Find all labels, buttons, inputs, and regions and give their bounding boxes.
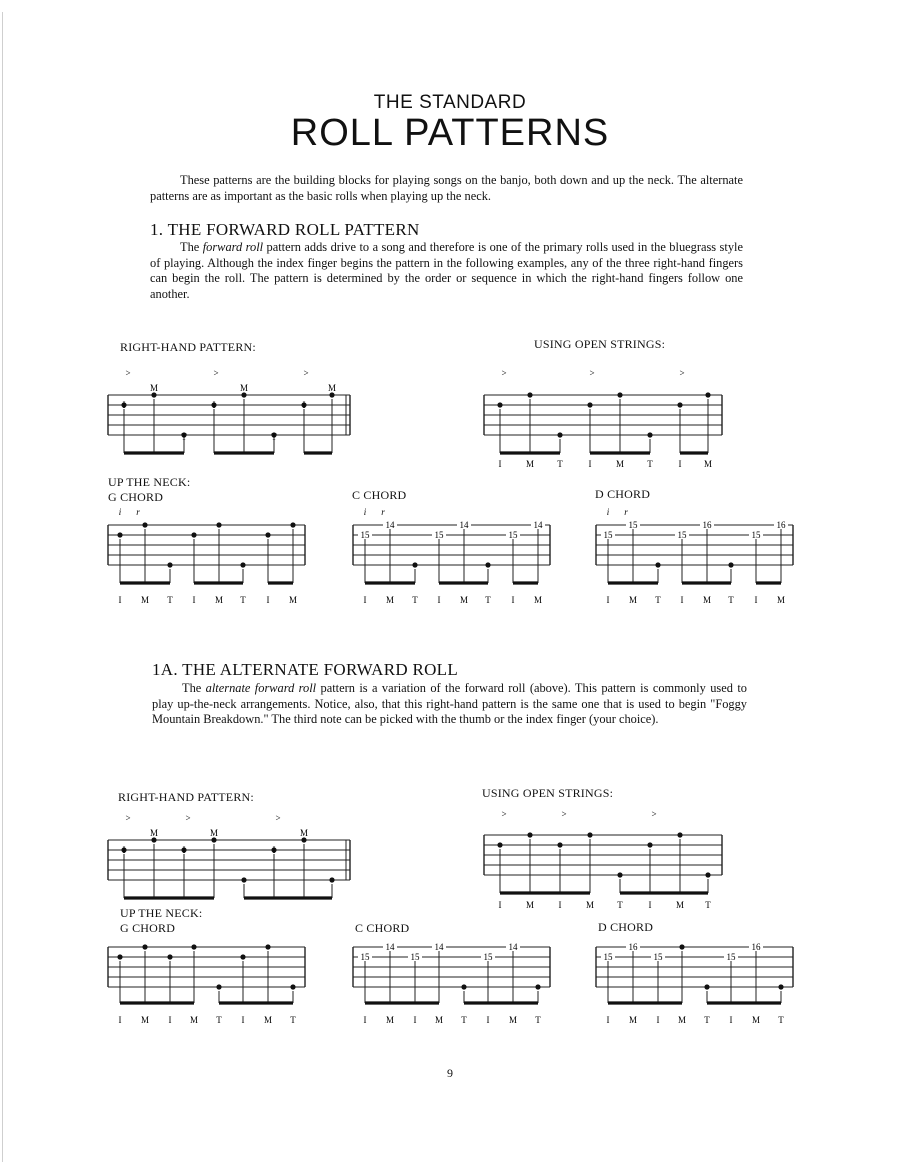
finger-letter: I [241, 1015, 245, 1025]
fret-hand-mark: r [381, 507, 385, 517]
note-head [151, 837, 156, 842]
fret-number: 14 [385, 520, 395, 530]
page-kicker: THE STANDARD [373, 92, 527, 113]
accent-mark: > [561, 809, 567, 819]
fret-number: 15 [434, 530, 444, 540]
s2-right-hand-label: RIGHT-HAND PATTERN: [118, 790, 254, 804]
fret-number: 15 [677, 530, 687, 540]
finger-letter: T [655, 595, 661, 605]
note-head [211, 837, 216, 842]
s2-right-hand-tab [100, 805, 360, 910]
finger-letter: M [702, 595, 712, 605]
section2-text-em: alternate forward roll [205, 681, 317, 695]
note-head [527, 832, 532, 837]
finger-letter: I [678, 459, 682, 469]
s2-c-chord-tab [345, 935, 560, 1030]
finger-letter: M [149, 828, 159, 838]
finger-letter: M [385, 1015, 395, 1025]
section1-paragraph [150, 240, 743, 302]
accent-mark: > [679, 368, 685, 378]
finger-letter: I [606, 595, 610, 605]
fret-number: 16 [776, 520, 786, 530]
intro-paragraph [150, 173, 743, 204]
finger-letter: I [656, 1015, 660, 1025]
note-head [191, 944, 196, 949]
note-head [587, 832, 592, 837]
finger-letter: M [675, 900, 685, 910]
finger-letter: I [118, 1015, 122, 1025]
note-head [142, 944, 147, 949]
note-head [329, 392, 334, 397]
section1-text-em: forward roll [202, 240, 264, 254]
fret-number: 15 [603, 952, 613, 962]
finger-letter: I [511, 595, 515, 605]
note-head [117, 532, 122, 537]
s2-open-strings-tab [476, 805, 736, 915]
finger-letter: I [363, 1015, 367, 1025]
fret-number: 15 [360, 530, 370, 540]
note-head [290, 522, 295, 527]
section2-paragraph [152, 681, 747, 728]
accent-mark: > [125, 368, 131, 378]
finger-letter: T [271, 432, 277, 442]
finger-letter: M [140, 1015, 150, 1025]
note-head [617, 872, 622, 877]
finger-letter: I [302, 400, 306, 410]
finger-letter: T [485, 595, 491, 605]
note-head [728, 562, 733, 567]
note-head [655, 562, 660, 567]
fret-number: 14 [459, 520, 469, 530]
fret-number: 14 [533, 520, 543, 530]
note-head [617, 392, 622, 397]
fret-number: 14 [385, 942, 395, 952]
finger-letter: T [617, 900, 623, 910]
finger-letter: I [182, 845, 186, 855]
finger-letter: M [751, 1015, 761, 1025]
accent-mark: > [501, 809, 507, 819]
fret-hand-mark: i [606, 507, 610, 517]
finger-letter: M [263, 1015, 273, 1025]
s1-g-chord-label: G CHORD [108, 490, 164, 504]
note-head [527, 392, 532, 397]
note-head [705, 392, 710, 397]
finger-letter: I [606, 1015, 610, 1025]
s1-open-strings-tab [476, 360, 736, 475]
fret-number: 15 [628, 520, 638, 530]
finger-letter: I [498, 459, 502, 469]
finger-letter: M [299, 828, 309, 838]
finger-letter: T [535, 1015, 541, 1025]
note-head [151, 392, 156, 397]
finger-letter: I [437, 595, 441, 605]
accent-mark: > [651, 809, 657, 819]
finger-letter: I [266, 595, 270, 605]
finger-letter: T [461, 1015, 467, 1025]
finger-letter: M [525, 900, 535, 910]
fret-hand-mark: i [363, 507, 367, 517]
finger-letter: I [272, 845, 276, 855]
note-head [557, 842, 562, 847]
note-head [647, 432, 652, 437]
section2-text-b: pattern is a variation of the forward roll (above). This pattern is commonly used to play up-the-neck arrangements. Notice, also, that this right-hand pattern is the same one that is used to begin "Foggy Mountain Breakdown." The third note can be picked with the thumb or the index finger (your choice). [152, 681, 747, 726]
finger-letter: M [615, 459, 625, 469]
fret-number: 16 [702, 520, 712, 530]
note-head [117, 954, 122, 959]
note-head [485, 562, 490, 567]
section2-text-a: The [182, 681, 202, 695]
page-title: ROLL PATTERNS [290, 112, 610, 154]
intro-text: These patterns are the building blocks for playing songs on the banjo, both down and up the neck. The alternate patterns are as important as the basic rolls when playing up the neck. [150, 173, 743, 203]
finger-letter: T [705, 900, 711, 910]
finger-letter: I [212, 400, 216, 410]
accent-mark: > [275, 813, 281, 823]
fret-number: 14 [434, 942, 444, 952]
s2-g-chord-label: G CHORD [120, 921, 176, 935]
finger-letter: I [168, 1015, 172, 1025]
fret-number: 16 [628, 942, 638, 952]
fret-hand-mark: r [624, 507, 628, 517]
note-head [704, 984, 709, 989]
finger-letter: I [363, 595, 367, 605]
note-head [679, 944, 684, 949]
s2-d-chord-label: D CHORD [598, 920, 654, 934]
finger-letter: M [288, 595, 298, 605]
note-head [301, 837, 306, 842]
finger-letter: T [181, 432, 187, 442]
finger-letter: M [459, 595, 469, 605]
finger-letter: T [216, 1015, 222, 1025]
finger-letter: T [704, 1015, 710, 1025]
fret-number: 15 [508, 530, 518, 540]
note-head [240, 954, 245, 959]
note-head [241, 877, 246, 882]
finger-letter: T [557, 459, 563, 469]
note-head [191, 532, 196, 537]
section1-text-a: The [180, 240, 200, 254]
note-head [265, 532, 270, 537]
note-head [240, 562, 245, 567]
note-head [587, 402, 592, 407]
finger-letter: M [628, 1015, 638, 1025]
s1-d-chord-label: D CHORD [595, 487, 651, 501]
note-head [778, 984, 783, 989]
finger-letter: I [118, 595, 122, 605]
s2-up-neck-label: UP THE NECK: [120, 906, 203, 920]
finger-letter: T [290, 1015, 296, 1025]
finger-letter: M [239, 383, 249, 393]
fret-number: 16 [751, 942, 761, 952]
note-head [329, 877, 334, 882]
finger-letter: I [558, 900, 562, 910]
note-head [412, 562, 417, 567]
note-head [497, 842, 502, 847]
note-head [167, 954, 172, 959]
finger-letter: T [778, 1015, 784, 1025]
finger-letter: M [703, 459, 713, 469]
note-head [677, 832, 682, 837]
fret-hand-mark: r [136, 507, 140, 517]
finger-letter: I [122, 845, 126, 855]
finger-letter: I [413, 1015, 417, 1025]
note-head [216, 522, 221, 527]
finger-letter: I [648, 900, 652, 910]
accent-mark: > [501, 368, 507, 378]
finger-letter: M [776, 595, 786, 605]
finger-letter: I [680, 595, 684, 605]
finger-letter: M [508, 1015, 518, 1025]
note-head [677, 402, 682, 407]
accent-mark: > [125, 813, 131, 823]
finger-letter: M [628, 595, 638, 605]
note-head [290, 984, 295, 989]
s2-open-strings-label: USING OPEN STRINGS: [482, 786, 614, 800]
note-head [241, 392, 246, 397]
s1-right-hand-label: RIGHT-HAND PATTERN: [120, 340, 256, 354]
accent-mark: > [213, 368, 219, 378]
note-head [216, 984, 221, 989]
finger-letter: M [434, 1015, 444, 1025]
note-head [705, 872, 710, 877]
finger-letter: M [140, 595, 150, 605]
finger-letter: M [525, 459, 535, 469]
note-head [461, 984, 466, 989]
finger-letter: I [754, 595, 758, 605]
s2-c-chord-label: C CHORD [355, 921, 410, 935]
note-head [167, 562, 172, 567]
fret-number: 15 [726, 952, 736, 962]
finger-letter: I [588, 459, 592, 469]
s1-d-chord-tab [588, 505, 803, 610]
finger-letter: M [585, 900, 595, 910]
accent-mark: > [589, 368, 595, 378]
finger-letter: M [327, 383, 337, 393]
finger-letter: M [214, 595, 224, 605]
finger-letter: I [729, 1015, 733, 1025]
fret-number: 15 [751, 530, 761, 540]
finger-letter: T [728, 595, 734, 605]
s1-c-chord-tab [345, 505, 560, 610]
finger-letter: M [677, 1015, 687, 1025]
note-head [142, 522, 147, 527]
finger-letter: M [533, 595, 543, 605]
finger-letter: I [486, 1015, 490, 1025]
section2-heading: 1A. THE ALTERNATE FORWARD ROLL [152, 660, 459, 679]
s2-g-chord-tab [100, 935, 315, 1030]
finger-letter: I [498, 900, 502, 910]
fret-number: 14 [508, 942, 518, 952]
finger-letter: M [385, 595, 395, 605]
fret-number: 15 [360, 952, 370, 962]
finger-letter: T [412, 595, 418, 605]
fret-number: 15 [410, 952, 420, 962]
accent-mark: > [303, 368, 309, 378]
note-head [557, 432, 562, 437]
fret-hand-mark: i [118, 507, 122, 517]
section1-heading: 1. THE FORWARD ROLL PATTERN [150, 220, 420, 239]
finger-letter: T [647, 459, 653, 469]
s1-right-hand-tab [100, 360, 360, 470]
s1-open-strings-label: USING OPEN STRINGS: [534, 337, 666, 351]
scan-edge-line [2, 12, 3, 1162]
finger-letter: I [122, 400, 126, 410]
page-number: 9 [447, 1066, 453, 1080]
s1-c-chord-label: C CHORD [352, 488, 407, 502]
note-head [535, 984, 540, 989]
finger-letter: M [209, 828, 219, 838]
finger-letter: T [167, 595, 173, 605]
section1-text-b: pattern adds drive to a song and therefore is one of the primary rolls used in the bluegrass style of playing. Although the index finger begins the pattern in the following examples, any of the three right-hand fingers can begin the roll. The pattern is determined by the order or sequence in which the right-hand fingers follow one another. [150, 240, 743, 301]
fret-number: 15 [483, 952, 493, 962]
accent-mark: > [185, 813, 191, 823]
finger-letter: M [189, 1015, 199, 1025]
finger-letter: I [192, 595, 196, 605]
fret-number: 15 [653, 952, 663, 962]
note-head [265, 944, 270, 949]
s1-up-neck-label: UP THE NECK: [108, 475, 191, 489]
fret-number: 15 [603, 530, 613, 540]
finger-letter: M [149, 383, 159, 393]
note-head [497, 402, 502, 407]
finger-letter: T [240, 595, 246, 605]
s1-g-chord-tab [100, 505, 315, 610]
s2-d-chord-tab [588, 935, 803, 1030]
note-head [647, 842, 652, 847]
